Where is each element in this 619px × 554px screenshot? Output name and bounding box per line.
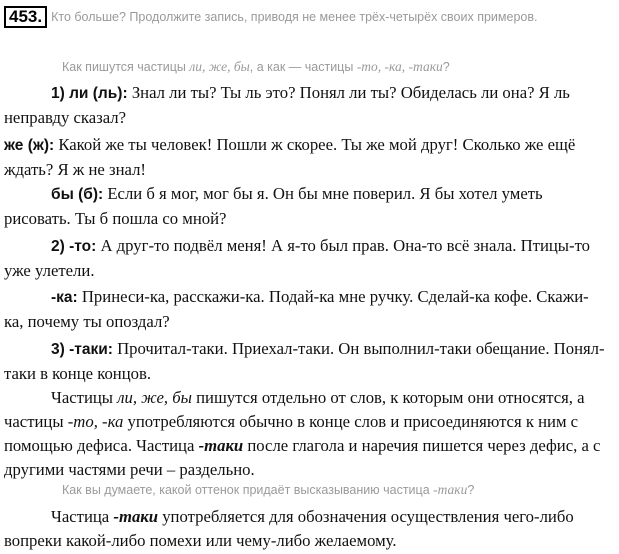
example-zhe xyxy=(4,133,608,182)
rule-text-3: употребляются обычно в конце слов и присоединяются к ним с помощью дефиса. Частица xyxy=(4,412,579,455)
rule-particles-2: -то, -ка xyxy=(67,412,124,431)
question-1-part-2: , а как — частицы xyxy=(249,60,357,74)
example-text: Принеси-ка, расскажи-ка. Подай-ка мне ручку. Сделай-ка кофе. Скажи-ка, почему ты опоздал? xyxy=(4,287,589,331)
rule-text-2: пишутся отдельно от слов, к которым они относятся, а частицы xyxy=(4,388,585,431)
example-taki xyxy=(4,337,608,386)
rule-particle-3: -таки xyxy=(198,436,244,455)
task-text: Кто больше? Продолжите запись, приводя не менее трёх-четырёх своих примеров. xyxy=(51,10,538,24)
question-2-particle: -таки xyxy=(433,482,468,497)
example-label: -ка: xyxy=(51,289,78,306)
example-text: Знал ли ты? Ты ль это? Понял ли ты? Обиделась ли она? Я ль неправду сказал? xyxy=(4,83,570,127)
rule-paragraph xyxy=(4,386,608,482)
example-text: Прочитал-таки. Приехал-таки. Он выполнил-таки обещание. Понял-таки в конце концов. xyxy=(4,339,605,383)
rule-text-4: после глагола и наречия пишется через дефис, а с другими частями речи – раздельно. xyxy=(4,436,601,479)
example-li xyxy=(4,81,608,130)
question-1-part-3: ? xyxy=(442,60,450,74)
example-label: 3) -таки: xyxy=(51,341,113,358)
example-label: бы (б): xyxy=(51,186,104,203)
question-1-particles-1: ли, же, бы xyxy=(189,59,250,74)
example-by xyxy=(4,182,608,231)
question-2-part-1: Как вы думаете, какой оттенок придаёт высказыванию частица xyxy=(62,483,434,497)
question-1-particles-2: -то, -ка, -таки xyxy=(356,59,443,74)
example-text: А друг-то подвёл меня! А я-то был прав. Она-то всё знала. Птицы-то уже улетели. xyxy=(4,236,590,280)
question-2-part-2: ? xyxy=(467,483,475,497)
answer-text-2: употребляется для обозначения осуществления чего-либо вопреки какой-либо помехи или чему-либо желаемому. xyxy=(4,507,574,550)
answer-paragraph xyxy=(4,505,608,553)
example-label: 1) ли (ль): xyxy=(51,85,128,102)
example-text: Если б я мог, мог бы я. Он бы мне поверил. Я бы хотел уметь рисовать. Ты б пошла со мной? xyxy=(4,184,543,228)
question-2 xyxy=(62,481,612,499)
example-label: же (ж): xyxy=(4,137,55,154)
rule-particles-1: ли, же, бы xyxy=(117,388,192,407)
answer-text-1: Частица xyxy=(51,507,114,526)
answer-particle: -таки xyxy=(113,507,159,526)
example-to xyxy=(4,234,608,283)
exercise-number: 453. xyxy=(4,6,47,28)
example-ka xyxy=(4,285,608,334)
question-1 xyxy=(62,58,612,76)
question-1-part-1: Как пишутся частицы xyxy=(62,60,190,74)
rule-text-1: Частицы xyxy=(51,388,118,407)
example-text: Какой же ты человек! Пошли ж скорее. Ты же мой друг! Сколько же ещё ждать? Я ж не знал! xyxy=(4,135,576,179)
task-header xyxy=(4,6,610,28)
example-label: 2) -то: xyxy=(51,238,97,255)
